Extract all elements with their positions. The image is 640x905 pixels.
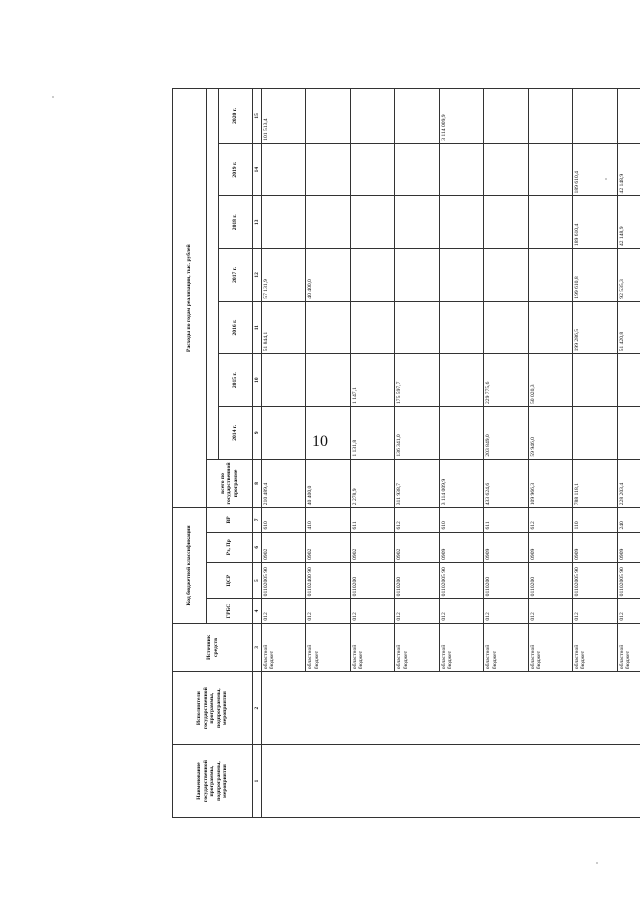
column-number: 8 [253, 459, 262, 508]
cell-y2020 [306, 89, 350, 144]
header-year: 2019 г. [219, 143, 253, 196]
cell-total: 210 489,4 [262, 459, 306, 508]
cell-y2020 [350, 89, 394, 144]
cell-y2020 [573, 89, 617, 144]
cell-y2018 [528, 196, 572, 249]
cell-y2016: 51 844,1 [262, 301, 306, 354]
cell-grbs: 012 [395, 599, 439, 623]
cell-source: областной бюджет [484, 623, 528, 672]
cell-vr: 610 [439, 508, 483, 532]
cell-source: областной бюджет [262, 623, 306, 672]
cell-vr: 612 [395, 508, 439, 532]
cell-grbs: 012 [573, 599, 617, 623]
cell-y2018: 42 148,9 [617, 196, 640, 249]
cell-y2018 [484, 196, 528, 249]
scan-speck [605, 178, 607, 180]
cell-y2014 [617, 407, 640, 460]
budget-table-container [172, 88, 640, 818]
header-rzpr: Рз, Пр [207, 532, 253, 562]
cell-y2015: 50 020,3 [528, 354, 572, 407]
cell-rzpr: 0909 [484, 532, 528, 562]
cell-y2014 [306, 407, 350, 460]
cell-rzpr: 0902 [395, 532, 439, 562]
header-year: 2020 г. [219, 89, 253, 144]
cell-total: 2 278,9 [350, 459, 394, 508]
cell-y2019 [484, 143, 528, 196]
cell-y2019 [439, 143, 483, 196]
cell-total: 40 400,0 [306, 459, 350, 508]
cell-y2017: 57 131,9 [262, 249, 306, 302]
column-number: 5 [253, 562, 262, 598]
cell-y2016 [306, 301, 350, 354]
cell-y2019: 189 610,4 [573, 143, 617, 196]
column-number: 4 [253, 599, 262, 623]
cell-y2016 [439, 301, 483, 354]
cell-csr: 01102400 90 [306, 562, 350, 598]
cell-y2017: 40 400,0 [306, 249, 350, 302]
scan-speck [596, 862, 598, 864]
cell-y2019 [350, 143, 394, 196]
cell-y2019 [528, 143, 572, 196]
cell-csr: 01102005 90 [617, 562, 640, 598]
cell-y2015 [439, 354, 483, 407]
cell-rzpr: 0909 [617, 532, 640, 562]
cell-source: областной бюджет [395, 623, 439, 672]
cell-y2016: 199 286,5 [573, 301, 617, 354]
cell-y2016 [528, 301, 572, 354]
column-number: 15 [253, 89, 262, 144]
cell-total: 311 938,7 [395, 459, 439, 508]
header-csr: ЦСР [207, 562, 253, 598]
column-number: 1 [253, 745, 262, 818]
cell-y2018: 189 610,4 [573, 196, 617, 249]
header-executor: Наименование государственной программы, подпрограммы, мероприятия [173, 745, 253, 818]
column-number: 7 [253, 508, 262, 532]
cell-vr: 410 [306, 508, 350, 532]
cell-y2020: 3 114 009,9 [439, 89, 483, 144]
cell-y2014 [573, 407, 617, 460]
cell-vr: 240 [617, 508, 640, 532]
column-number: 3 [253, 623, 262, 672]
cell-source: областной бюджет [350, 623, 394, 672]
cell-total: 109 966,3 [528, 459, 572, 508]
cell-y2014: 203 849,0 [484, 407, 528, 460]
header-grbs: ГРБС [207, 599, 253, 623]
cell-y2016 [484, 301, 528, 354]
page-number: 10 [312, 433, 328, 450]
cell-y2019 [306, 143, 350, 196]
cell-source: областной бюджет [439, 623, 483, 672]
cell-y2017: 92 535,3 [617, 249, 640, 302]
cell-y2020 [617, 89, 640, 144]
column-number: 9 [253, 407, 262, 460]
cell-y2018 [439, 196, 483, 249]
cell-y2015: 229 775,6 [484, 354, 528, 407]
header-responsible: Исполнители государственной программы, подпрограммы, мероприятия [173, 672, 253, 745]
header-source: Источник средств [173, 623, 253, 672]
cell-y2020: 101 513,4 [262, 89, 306, 144]
table-body [262, 89, 640, 818]
cell-rzpr: 0909 [439, 532, 483, 562]
cell-csr: 0110200 [395, 562, 439, 598]
cell-csr: 0110200 [528, 562, 572, 598]
cell-y2018 [306, 196, 350, 249]
cell-total: 228 203,4 [617, 459, 640, 508]
cell-rzpr: 0902 [306, 532, 350, 562]
cell-rzpr: 0902 [350, 532, 394, 562]
header-year: 2014 г. [219, 407, 253, 460]
header-expenses: Расходы по годам реализации, тыс. рублей [173, 89, 207, 508]
cell-y2015: 1 147,1 [350, 354, 394, 407]
cell-y2018 [262, 196, 306, 249]
cell-y2014: 136 341,0 [395, 407, 439, 460]
cell-total: 3 114 009,9 [439, 459, 483, 508]
cell-y2017 [528, 249, 572, 302]
cell-vr: 110 [573, 508, 617, 532]
cell-y2020 [395, 89, 439, 144]
cell-csr: 01102005 90 [439, 562, 483, 598]
cell-y2015 [262, 354, 306, 407]
cell-y2019: 42 148,9 [617, 143, 640, 196]
header-vr: ВР [207, 508, 253, 532]
cell-y2017 [439, 249, 483, 302]
cell-y2019 [262, 143, 306, 196]
cell-csr: 01102005 90 [262, 562, 306, 598]
cell-grbs: 012 [306, 599, 350, 623]
cell-total: 788 118,1 [573, 459, 617, 508]
cell-y2015: 175 597,7 [395, 354, 439, 407]
cell-y2017 [350, 249, 394, 302]
cell-grbs: 012 [350, 599, 394, 623]
cell-grbs: 012 [484, 599, 528, 623]
cell-vr: 611 [350, 508, 394, 532]
cell-y2014 [439, 407, 483, 460]
column-number: 11 [253, 301, 262, 354]
header-year: 2016 г. [219, 301, 253, 354]
table-header [173, 89, 262, 818]
cell-y2019 [395, 143, 439, 196]
cell-y2020 [528, 89, 572, 144]
cell-y2020 [484, 89, 528, 144]
cell-y2017 [484, 249, 528, 302]
header-year: 2017 г. [219, 249, 253, 302]
header-year: 2015 г. [219, 354, 253, 407]
cell-rzpr: 0902 [262, 532, 306, 562]
column-number: 12 [253, 249, 262, 302]
cell-grbs: 012 [262, 599, 306, 623]
cell-source: областной бюджет [528, 623, 572, 672]
responsible-cell [262, 672, 640, 745]
cell-grbs: 012 [439, 599, 483, 623]
cell-y2018 [395, 196, 439, 249]
column-number: 14 [253, 143, 262, 196]
header-budget-code: Код бюджетной классификации [173, 508, 207, 623]
cell-vr: 611 [484, 508, 528, 532]
cell-source: областной бюджет [573, 623, 617, 672]
cell-vr: 612 [528, 508, 572, 532]
column-number: 13 [253, 196, 262, 249]
cell-rzpr: 0909 [573, 532, 617, 562]
cell-source: областной бюджет [617, 623, 640, 672]
column-number: 2 [253, 672, 262, 745]
cell-y2015 [573, 354, 617, 407]
cell-y2017 [395, 249, 439, 302]
cell-rzpr: 0909 [528, 532, 572, 562]
cell-y2016 [350, 301, 394, 354]
cell-vr: 610 [262, 508, 306, 532]
cell-grbs: 012 [617, 599, 640, 623]
cell-y2017: 199 610,8 [573, 249, 617, 302]
cell-y2015 [617, 354, 640, 407]
cell-grbs: 012 [528, 599, 572, 623]
cell-y2014: 1 131,8 [350, 407, 394, 460]
cell-y2014: 59 946,0 [528, 407, 572, 460]
cell-source: областной бюджет [306, 623, 350, 672]
header-year: 2018 г. [219, 196, 253, 249]
cell-csr: 0110200 [484, 562, 528, 598]
column-number: 6 [253, 532, 262, 562]
cell-total: 433 624,6 [484, 459, 528, 508]
cell-csr: 0110200 [350, 562, 394, 598]
column-number: 10 [253, 354, 262, 407]
cell-y2014 [262, 407, 306, 460]
cell-y2015 [306, 354, 350, 407]
scan-speck [52, 96, 54, 98]
cell-y2016: 51 420,8 [617, 301, 640, 354]
budget-table [172, 88, 640, 818]
executor-cell [262, 745, 640, 818]
cell-csr: 01102005 90 [573, 562, 617, 598]
table-row [262, 89, 306, 818]
cell-y2018 [350, 196, 394, 249]
header-total: всего по государственной программе [207, 459, 253, 508]
cell-y2016 [395, 301, 439, 354]
column-number-row [253, 89, 262, 818]
